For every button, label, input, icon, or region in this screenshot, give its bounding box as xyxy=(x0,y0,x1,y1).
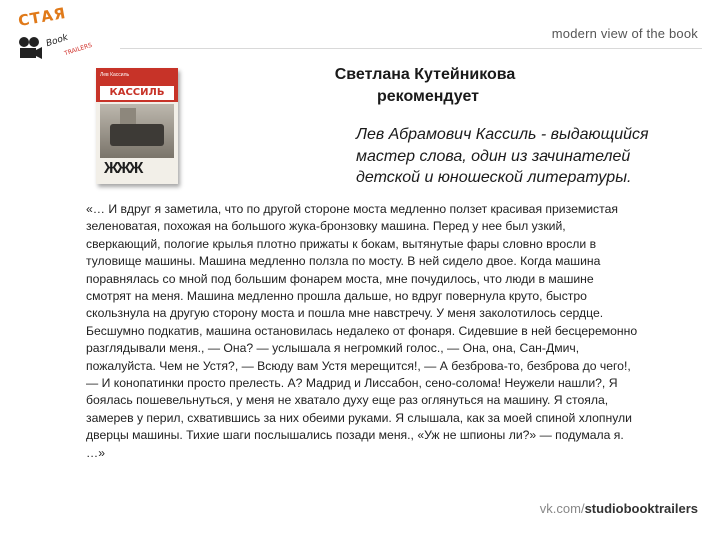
studio-logo xyxy=(14,3,93,68)
footer-link-prefix: vk.com/ xyxy=(539,501,585,516)
book-cover-icon xyxy=(96,68,178,184)
cinema-logo-icon xyxy=(18,34,42,64)
book-cover-illustration xyxy=(100,104,174,158)
book-scribble: ЖЖЖ xyxy=(104,160,142,177)
logo-sub2-text: TRAILERS xyxy=(63,41,93,58)
footer-link[interactable] xyxy=(540,501,698,516)
footer-link-name: studiobooktrailers xyxy=(584,501,698,516)
logo-main-text: СТАЯ xyxy=(16,3,68,31)
logo-sub-text: Book xyxy=(45,32,70,50)
header-divider xyxy=(120,48,702,49)
book-title: КАССИЛЬ xyxy=(100,86,174,100)
author-quote: Лев Абрамович Кассиль - выдающийся мастер слова, один из зачинателей детской и юношеской литературы. xyxy=(356,126,649,186)
recommender-name: Светлана Кутейникова xyxy=(334,66,516,83)
tagline: modern view of the book xyxy=(551,26,698,41)
book-author-label: Лев Кассиль xyxy=(100,72,130,78)
book-excerpt: «… И вдруг я заметила, что по другой стороне моста медленно ползет красивая приземистая зеленоватая, похожая на большого жука-бронзовку машина. Перед у нее был узкий, сверкающий, пологие крылья плотно прижаты к бокам, вытянутые фары словно вросли в туловище машины. Машина медленно ползла по мосту. В ней сидело двое. Когда машина поравнялась со мной под большим фонарем моста, мне почудилось, что люди в машине смотрят на меня. Машина медленно прошла дальше, но вдруг повернула круто, быстро скользнула на другую сторону моста и пошла мне навстречу. У меня заколотилось сердце. Бесшумно подкатив, машина остановилась недалеко от фонаря. Сидевшие в ней бесцеремонно разглядывали меня., — Она? — услышала я негромкий голос., — Она, она, Сан-Дмич, пожалуйста. Чем не Устя?, — Всюду вам Устя мерещится!, — А безброва-то, безброва до чего!, — И конопатинки просто прелесть. А? Мадрид и Лиссабон, сено-солома! Неужели нашли?, Я боялась пошевельнуться, у меня не хватало духу еще раз оглянуться на машину. Я стояла, замерев у перил, схватившись за них обеими руками. Я слышала, как за моей спиной хлопнули дверцы машины. Тихие шаги послышались позади меня., «Уж не шпионы ли?» — подумала я. …» xyxy=(86,202,638,460)
recommends-label: рекомендует xyxy=(377,88,479,105)
